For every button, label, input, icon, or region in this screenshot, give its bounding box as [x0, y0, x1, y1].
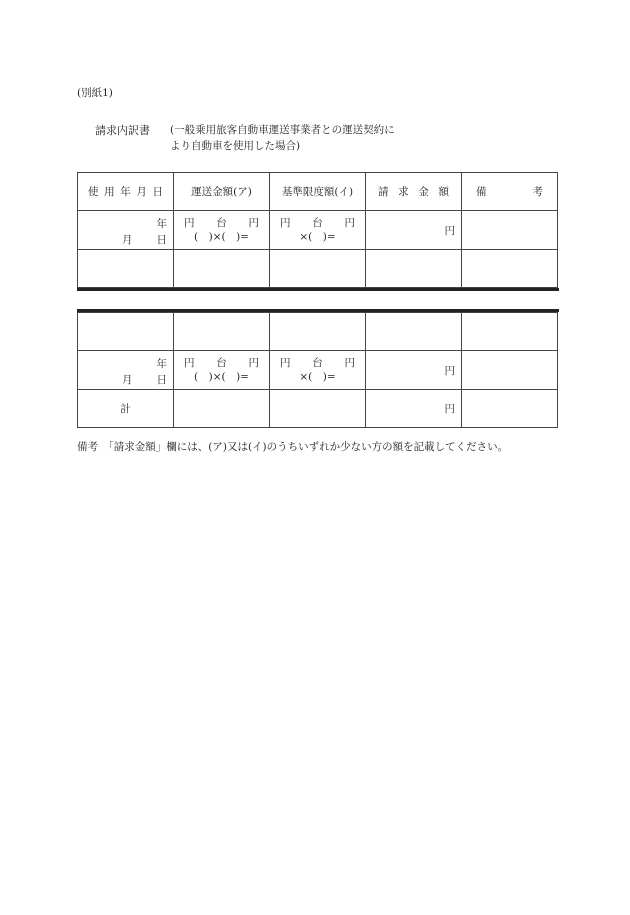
- attachment-label: (別紙1): [77, 87, 113, 99]
- limit-cell[interactable]: 円 台 円 ×( )=: [270, 211, 366, 250]
- table-break-line-top: [77, 288, 559, 291]
- limit-formula: ×( )=: [299, 231, 336, 243]
- remarks-cell[interactable]: [462, 313, 558, 351]
- claim-table-upper: [77, 172, 558, 288]
- limit-cell[interactable]: [270, 313, 366, 351]
- fare-formula: ( )×( )=: [194, 371, 249, 383]
- document-subtitle-line2: より自動車を使用した場合): [170, 140, 301, 152]
- total-row: [78, 390, 558, 428]
- header-fare: 運送金額(ア): [174, 173, 270, 211]
- table-header-row: [78, 173, 558, 211]
- remarks-cell[interactable]: [462, 211, 558, 250]
- year-label: 年: [156, 358, 167, 370]
- month-label: 月: [122, 374, 133, 386]
- fare-cell[interactable]: [174, 250, 270, 288]
- header-claim: 請 求 金 額: [366, 173, 462, 211]
- claim-cell[interactable]: 円: [366, 211, 462, 250]
- remarks-cell[interactable]: [462, 250, 558, 288]
- date-cell[interactable]: [78, 351, 174, 390]
- claim-cell[interactable]: [366, 250, 462, 288]
- document-subtitle: [170, 122, 395, 154]
- header-remarks: 備 考: [462, 173, 558, 211]
- fare-cell[interactable]: 円 台 円 ( )×( )=: [174, 211, 270, 250]
- fare-formula: ( )×( )=: [194, 231, 249, 243]
- date-cell[interactable]: [78, 313, 174, 351]
- fare-total-cell[interactable]: [174, 390, 270, 428]
- limit-total-cell[interactable]: [270, 390, 366, 428]
- remarks-cell[interactable]: [462, 351, 558, 390]
- year-label: 年: [156, 218, 167, 230]
- claim-table-lower: [77, 312, 558, 428]
- table-row: [78, 211, 558, 250]
- date-cell[interactable]: [78, 250, 174, 288]
- day-label: 日: [156, 234, 167, 246]
- document-subtitle-line1: (一般乗用旅客自動車運送事業者との運送契約に: [170, 124, 395, 136]
- fare-cell[interactable]: [174, 313, 270, 351]
- remarks-note: 備考 「請求金額」欄には、(ア)又は(イ)のうちいずれか少ない方の額を記載してください。: [77, 441, 509, 453]
- total-label: 計: [78, 390, 174, 428]
- claim-cell[interactable]: [366, 313, 462, 351]
- date-cell[interactable]: [78, 211, 174, 250]
- header-date: 使 用 年 月 日: [78, 173, 174, 211]
- table-row: [78, 250, 558, 288]
- document-title: 請求内訳書: [95, 124, 150, 137]
- month-label: 月: [122, 234, 133, 246]
- limit-cell[interactable]: [270, 250, 366, 288]
- table-row: [78, 351, 558, 390]
- limit-formula: ×( )=: [299, 371, 336, 383]
- day-label: 日: [156, 374, 167, 386]
- remarks-total-cell[interactable]: [462, 390, 558, 428]
- limit-cell[interactable]: 円 台 円 ×( )=: [270, 351, 366, 390]
- fare-cell[interactable]: 円 台 円 ( )×( )=: [174, 351, 270, 390]
- claim-cell[interactable]: 円: [366, 351, 462, 390]
- header-limit: 基準限度額(イ): [270, 173, 366, 211]
- claim-total-cell[interactable]: 円: [366, 390, 462, 428]
- table-row: [78, 313, 558, 351]
